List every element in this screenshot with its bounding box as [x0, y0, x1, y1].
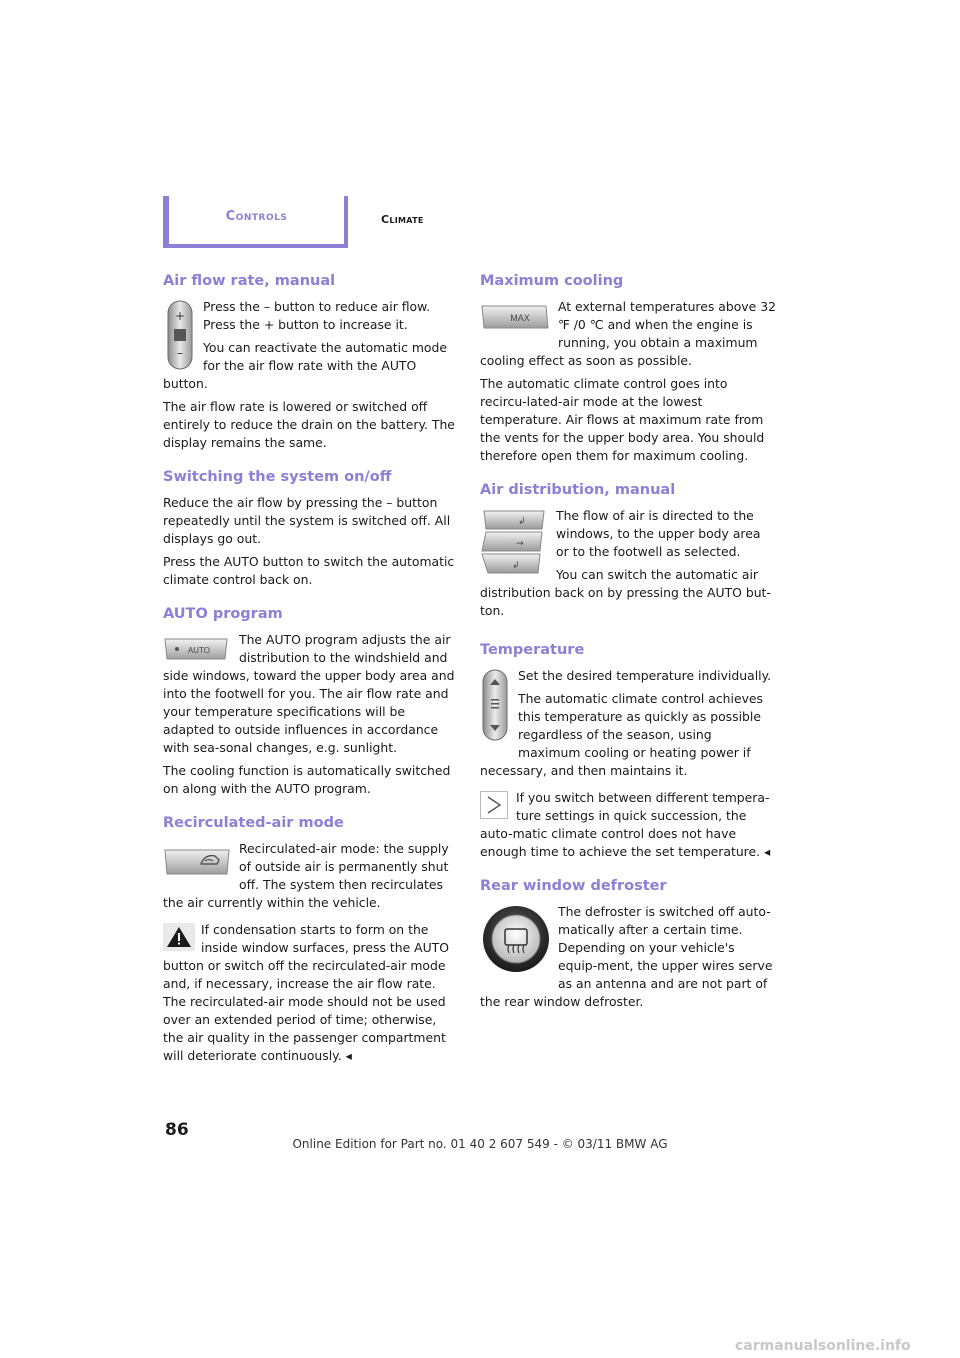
- chapter-tab: [163, 196, 348, 248]
- section-air-distribution: [480, 479, 776, 625]
- auto-button-text: AUTO: [187, 646, 211, 655]
- paragraph: The AUTO program adjusts the air distribution to the windshield and side windows, toward the upper body area and into the footwell for you. The air flow rate and your temperature specifications will be adapted to outside influences in accordance with sea-sonal changes, e.g. sunlight.: [163, 632, 455, 755]
- svg-text:+: +: [174, 309, 186, 323]
- section-title: Air flow rate, manual: [163, 273, 336, 289]
- svg-text:–: –: [177, 346, 183, 360]
- auto-button-icon: [163, 637, 229, 661]
- section-title: Switching the system on/off: [163, 469, 392, 485]
- air-distribution-buttons-icon: [480, 509, 548, 575]
- rear-defroster-button-icon: [480, 905, 552, 973]
- paragraph: The cooling function is automatically switched on along with the AUTO program.: [163, 763, 451, 796]
- section-rear-defroster: [480, 875, 776, 1016]
- right-column: [480, 270, 776, 1030]
- paragraph: You can reactivate the automatic mode for the air flow rate with the AUTO button.: [163, 340, 447, 391]
- paragraph: The flow of air is directed to the windows, to the upper body area or to the footwell as selected.: [556, 508, 761, 559]
- warning-text: [163, 921, 459, 1065]
- section-title: Maximum cooling: [480, 273, 624, 289]
- section-auto-program: [163, 603, 459, 798]
- chapter-tab-label: Controls: [225, 208, 288, 224]
- footer-text: Online Edition for Part no. 01 40 2 607 549 - © 03/11 BMW AG: [292, 1137, 668, 1151]
- max-button-text: MAX: [510, 313, 530, 323]
- section-title: Air distribution, manual: [480, 482, 676, 498]
- paragraph: Recirculated-air mode: the supply of outside air is permanently shut off. The system then recirculates the air currently within the vehicle.: [163, 841, 449, 910]
- section-recirculated-air: [163, 812, 459, 1065]
- paragraph: Set the desired temperature individually.: [518, 668, 772, 683]
- section-title: Recirculated-air mode: [163, 815, 344, 831]
- paragraph: Reduce the air flow by pressing the – button repeatedly until the system is switched off. All displays go out.: [163, 495, 451, 546]
- section-temperature: [480, 639, 776, 861]
- left-column: [163, 270, 459, 1079]
- max-button-icon: [480, 302, 550, 332]
- temperature-button-icon: [480, 669, 510, 741]
- section-air-flow-manual: [163, 270, 459, 452]
- section-system-on-off: [163, 466, 459, 589]
- note-text: [480, 789, 776, 861]
- svg-text:↲: ↲: [518, 517, 526, 527]
- section-maximum-cooling: [480, 270, 776, 465]
- note-body: If you switch between different tempera-ture settings in quick succession, the auto-matic climate control does not have enough time to achieve the set temperature.: [480, 790, 770, 859]
- paragraph: The air flow rate is lowered or switched off entirely to reduce the drain on the battery. The display remains the same.: [163, 399, 455, 450]
- recirculation-button-icon: [163, 846, 231, 878]
- end-mark: ◂: [764, 844, 771, 859]
- paragraph: Press the AUTO button to switch the automatic climate control back on.: [163, 554, 455, 587]
- fan-speed-button-icon: [165, 300, 195, 370]
- paragraph: Press the – button to reduce air flow. Press the + button to increase it.: [203, 299, 431, 332]
- svg-text:↲: ↲: [512, 561, 520, 571]
- watermark-text: carmanualsonline.info: [735, 1338, 911, 1354]
- section-title: Rear window defroster: [480, 878, 667, 894]
- section-title: Temperature: [480, 642, 585, 658]
- paragraph: The defroster is switched off auto-matically after a certain time. Depending on your vehicle's equip-ment, the upper wires serve as an antenna and are not part of the rear window defroster.: [480, 904, 773, 1009]
- paragraph: The automatic climate control achieves this temperature as quickly as possible regardless of the season, using maximum cooling or heating power if necessary, and then maintains it.: [480, 691, 763, 778]
- paragraph: The automatic climate control goes into recircu-lated-air mode at the lowest temperature. Air flows at maximum rate from the vents for the upper body area. You should therefore open them for maximum cooling.: [480, 376, 765, 463]
- note-arrow-icon: [480, 791, 508, 819]
- svg-text:→: →: [516, 539, 524, 549]
- section-label: Climate: [381, 213, 424, 226]
- page-number: 86: [165, 1120, 189, 1140]
- paragraph: At external temperatures above 32 ℉ /0 ℃ and when the engine is running, you obtain a maximum cooling effect as soon as possible.: [480, 299, 776, 368]
- section-title: AUTO program: [163, 606, 283, 622]
- paragraph: You can switch the automatic air distribution back on by pressing the AUTO but-ton.: [480, 567, 771, 618]
- warning-icon: [163, 923, 195, 951]
- warning-body: If condensation starts to form on the inside window surfaces, press the AUTO button or switch off the recirculated-air mode and, if necessary, increase the air flow rate. The recirculated-air mode should not be used over an extended period of time; otherwise, the air quality in the passenger compartment will deteriorate continuously.: [163, 922, 449, 1063]
- end-mark: ◂: [345, 1048, 352, 1063]
